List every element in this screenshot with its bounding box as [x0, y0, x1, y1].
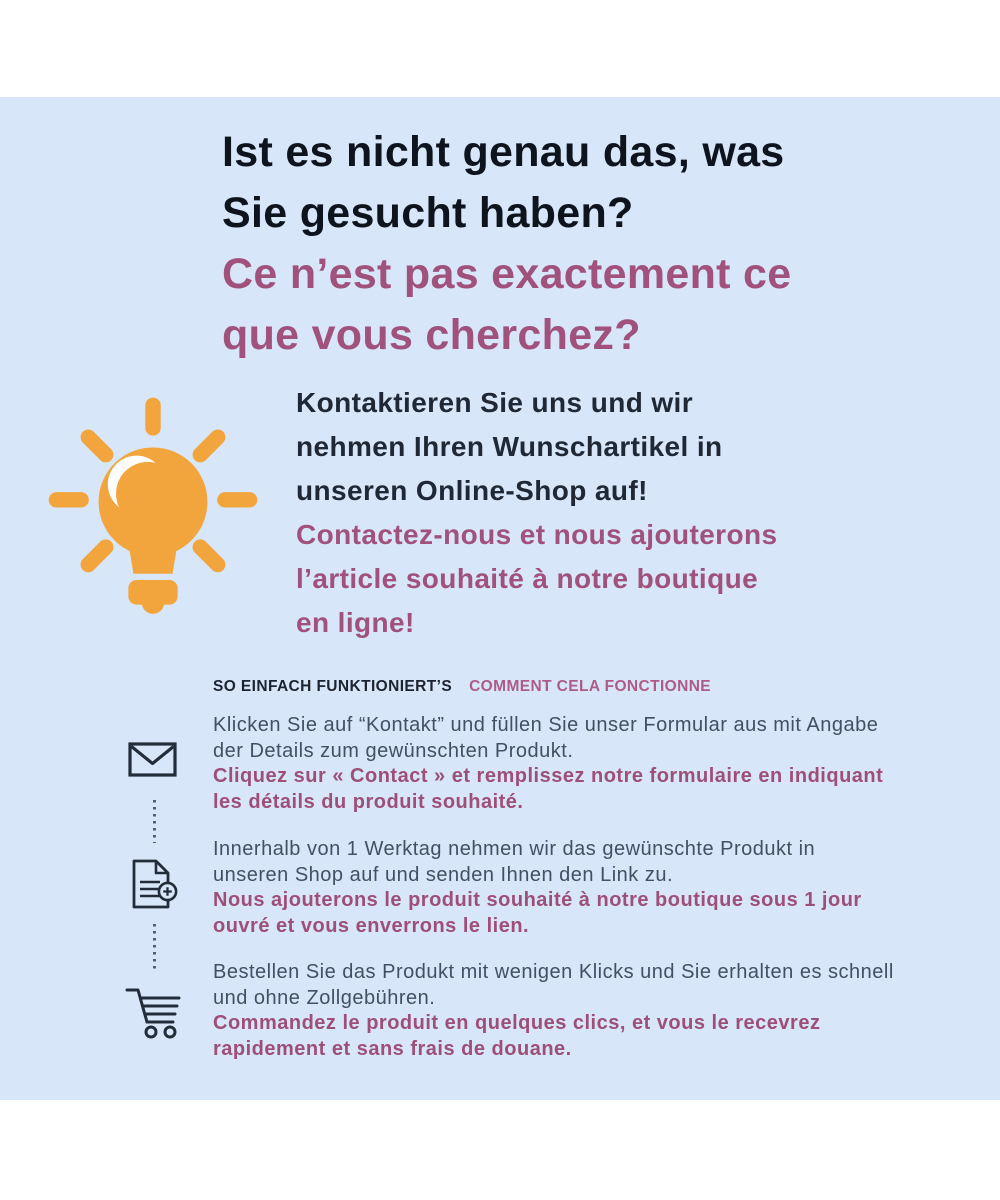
intro-german-line-2: nehmen Ihren Wunschartikel in	[296, 431, 723, 462]
document-add-icon	[130, 859, 178, 916]
headline-french-line-2: que vous cherchez?	[222, 311, 641, 359]
envelope-icon	[128, 742, 177, 782]
headline-german	[222, 122, 791, 244]
shopping-cart-icon	[122, 984, 184, 1044]
step-1-german-line-1: Klicken Sie auf “Kontakt” und füllen Sie unser Formular aus mit Angabe	[213, 714, 879, 736]
intro-german-line-3: unseren Online-Shop auf!	[296, 475, 648, 506]
step-1-french-line-1: Cliquez sur « Contact » et remplissez notre formulaire en indiquant	[213, 765, 884, 787]
how-it-works-header	[213, 678, 711, 696]
step-2-french-line-2: ouvré et vous enverrons le lien.	[213, 914, 530, 937]
step-1-german-line-2: der Details zum gewünschten Produkt.	[213, 739, 574, 762]
step-1-french-line-2: les détails du produit souhaité.	[213, 790, 524, 813]
step-1	[213, 713, 958, 815]
intro-french-line-1: Contactez-nous et nous ajouterons	[296, 519, 778, 550]
step-3-french-line-2: rapidement et sans frais de douane.	[213, 1037, 572, 1060]
dotted-connector	[153, 800, 156, 843]
how-it-works-heading-german: SO EINFACH FUNKTIONIERT’S	[213, 678, 453, 695]
intro-german	[296, 381, 777, 513]
intro-french	[296, 513, 777, 645]
headline-french	[222, 244, 791, 366]
hero-headline	[222, 122, 791, 366]
step-3	[213, 960, 958, 1062]
intro-french-line-3: en ligne!	[296, 607, 415, 638]
blue-panel	[0, 97, 1000, 1100]
step-2-german-line-1: Innerhalb von 1 Werktag nehmen wir das gewünschte Produkt in	[213, 838, 816, 860]
dotted-connector	[153, 924, 156, 970]
step-3-german-line-1: Bestellen Sie das Produkt mit wenigen Klicks und Sie erhalten es schnell	[213, 961, 894, 983]
intro-text	[296, 381, 777, 645]
headline-german-line-2: Sie gesucht haben?	[222, 189, 634, 237]
intro-german-line-1: Kontaktieren Sie uns und wir	[296, 387, 694, 418]
headline-french-line-1: Ce n’est pas exactement ce	[222, 250, 792, 298]
step-2-german-line-2: unseren Shop auf und senden Ihnen den Link zu.	[213, 863, 674, 886]
how-it-works-heading-french: COMMENT CELA FONCTIONNE	[469, 678, 712, 695]
step-3-french-line-1: Commandez le produit en quelques clics, et vous le recevrez	[213, 1012, 821, 1034]
lightbulb-icon	[44, 393, 262, 624]
intro-french-line-2: l’article souhaité à notre boutique	[296, 563, 759, 594]
headline-german-line-1: Ist es nicht genau das, was	[222, 128, 785, 176]
step-2	[213, 837, 958, 939]
step-2-french-line-1: Nous ajouterons le produit souhaité à notre boutique sous 1 jour	[213, 889, 862, 911]
step-3-german-line-2: und ohne Zollgebühren.	[213, 986, 436, 1009]
